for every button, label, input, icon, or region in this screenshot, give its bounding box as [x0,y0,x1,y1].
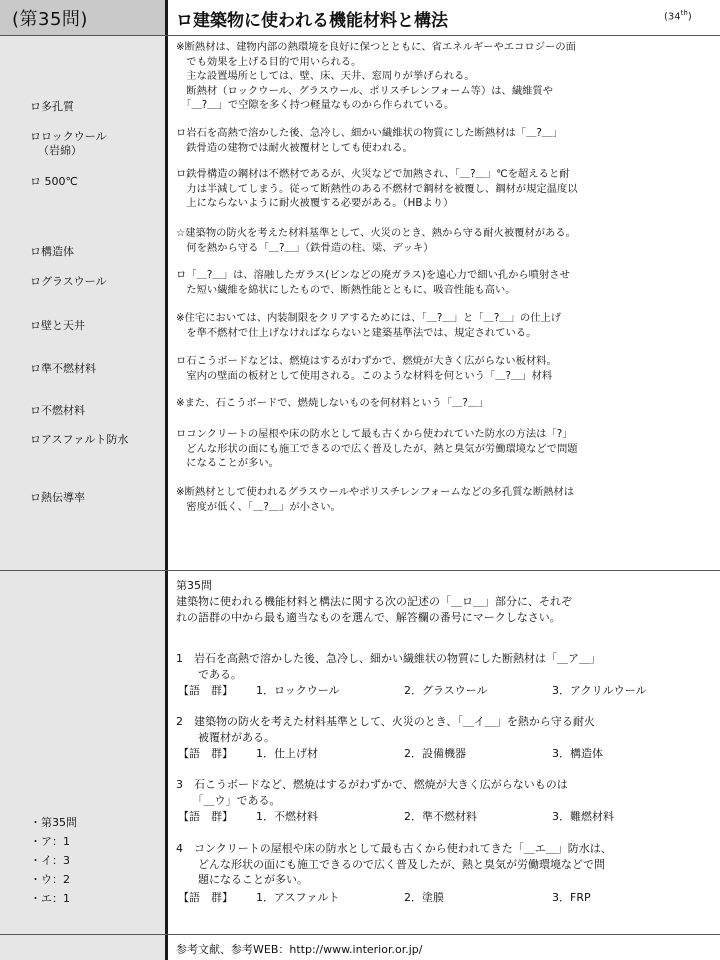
keyword-checkbox-noncombustible[interactable]: ロ不燃材料 [30,404,85,417]
reference-link[interactable]: 参考文献、参考WEB：http://www.interior.or.jp/ [176,943,423,956]
question-item-1: 1 岩石を高熱で溶かした後、急冷し、細かい繊維状の物質にした断熱材は「＿ア＿」 である。 [176,652,601,681]
option-1[interactable]: 1．アスファルト [256,891,340,904]
answer-i: ・イ：3 [30,854,70,867]
note-glasswool: ロ「＿?＿」は、溶融したガラス(ビンなどの廃ガラス)を遠心力で細い孔から噴射させ た短い繊維を綿状にしたもので、断熱性能とともに、吸音性能も高い。 [176,269,570,296]
word-group-label: 【語 群】 [178,684,233,697]
option-2[interactable]: 2．グラスウール [404,684,488,697]
keyword-checkbox-glasswool[interactable]: ログラスウール [30,275,107,288]
option-1[interactable]: 1．仕上げ材 [256,747,318,760]
note-noncombustible: ※また、石こうボードで、燃焼しないものを何材料という「＿?＿」 [176,397,489,409]
question-item-3: 3 石こうボードなど、燃焼はするがわずかで、燃焼が大きく広がらないものは 「＿ウ」である。 [176,778,568,807]
note-insulation: ※断熱材は、建物内部の熱環境を良好に保つとともに、省エネルギーやエコロジーの面 でも効果を上げる目的で用いられる。 主な設置場所としては、壁、床、天井、窓周りが挙げられる。 断熱材（ロックウール、グラスウール、ポリスチレンフォーム等）は、繊維質や 「＿?＿」で空隙を多く持つ軽量なものから作られている。 [176,41,576,112]
page-title: ロ建築物に使われる機能材料と構法 [176,11,448,31]
note-interior-regulation: ※住宅においては、内装制限をクリアするためには、「＿?＿」と「＿?＿」の仕上げ を準不燃材で仕上げなければならないと建築基準法では、規定されている。 [176,312,562,339]
answer-e: ・エ：1 [30,892,70,905]
question-item-2: 2 建築物の防火を考えた材料基準として、火災のとき、「＿イ＿」を熱から守る耐火 被覆材がある。 [176,715,595,744]
question-heading: 第35問 [176,579,212,592]
word-group-label: 【語 群】 [178,891,233,904]
note-steel-fire: ロ鉄骨構造の鋼材は不燃材であるが、火災などで加熱され、「＿?＿」℃を超えると耐 力は半減してしまう。従って断熱性のある不燃材で鋼材を被覆し、鋼材が規定温度以 上にならないように耐火被覆する必要がある。（HBより） [176,168,578,210]
keyword-checkbox-conductivity[interactable]: ロ熱伝導率 [30,491,85,504]
option-3[interactable]: 3．構造体 [552,747,603,760]
edition-suffix: th [680,9,688,17]
keyword-checkbox-porous[interactable]: ロ多孔質 [30,100,74,113]
note-asphalt: ロコンクリートの屋根や床の防水として最も古くから使われていた防水の方法は「?」 どんな形状の面にも施工できるので広く普及したが、熱と臭気が労働環境などで問題 になることが多い。 [176,428,578,470]
note-rockwool: ロ岩石を高熱で溶かした後、急冷し、細かい繊維状の物質にした断熱材は「＿?＿」 鉄骨造の建物では耐火被覆材としても使われる。 [176,127,563,154]
column-divider [165,0,168,960]
question-instruction: 建築物に使われる機能材料と構法に関する次の記述の「＿ロ＿」部分に、それぞ れの語群の中から最も適当なものを選んで、解答欄の番号にマークしなさい。 [176,595,572,624]
option-1[interactable]: 1．不燃材料 [256,810,318,823]
option-2[interactable]: 2．準不燃材料 [404,810,477,823]
keyword-checkbox-rockwool[interactable]: ロロックウール [30,130,107,143]
note-conductivity: ※断熱材として使われるグラスウールやポリスチレンフォームなどの多孔質な断熱材は 密度が低く、「＿?＿」が小さい。 [176,486,575,513]
keyword-checkbox-semi-noncombustible[interactable]: ロ準不燃材料 [30,362,96,375]
option-2[interactable]: 2．設備機器 [404,747,466,760]
header-rule [0,35,720,36]
option-1[interactable]: 1．ロックウール [256,684,340,697]
question-number: (第35問) [12,9,88,30]
answer-a: ・ア：1 [30,835,70,848]
option-3[interactable]: 3．FRP [552,891,591,904]
keyword-checkbox-wall-ceiling[interactable]: ロ壁と天井 [30,319,85,332]
left-column [0,0,165,960]
answer-heading: ・第35問 [30,816,77,829]
keyword-checkbox-asphalt[interactable]: ロアスファルト防水 [30,433,129,446]
option-3[interactable]: 3．アクリルウール [552,684,647,697]
section-rule [0,570,720,571]
edition-badge [664,9,692,22]
edition-close: ) [687,11,692,23]
keyword-rockwool-note: （岩綿） [38,144,82,157]
note-fire-coating: ☆建築物の防火を考えた材料基準として、火災のとき、熱から守る耐火被覆材がある。 何を熱から守る「＿?＿」（鉄骨造の柱、梁、デッキ） [176,227,576,254]
footer-rule [0,934,720,935]
word-group-label: 【語 群】 [178,747,233,760]
word-group-label: 【語 群】 [178,810,233,823]
edition-number: (34 [664,11,681,23]
keyword-checkbox-500c[interactable]: ロ 500℃ [30,175,78,188]
answer-u: ・ウ：2 [30,873,70,886]
note-gypsum-board: ロ石こうボードなどは、燃焼はするがわずかで、燃焼が大きく広がらない板材料。 室内の壁面の板材として使用される。このような材料を何という「＿?＿」材料 [176,355,557,382]
question-item-4: 4 コンクリートの屋根や床の防水として最も古くから使われてきた「＿エ＿」防水は、 どんな形状の面にも施工できるので広く普及したが、熱と臭気が労働環境などで問 題になることが多い。 [176,842,612,886]
keyword-checkbox-structure[interactable]: ロ構造体 [30,245,74,258]
option-3[interactable]: 3．難燃材料 [552,810,614,823]
option-2[interactable]: 2．塗膜 [404,891,444,904]
